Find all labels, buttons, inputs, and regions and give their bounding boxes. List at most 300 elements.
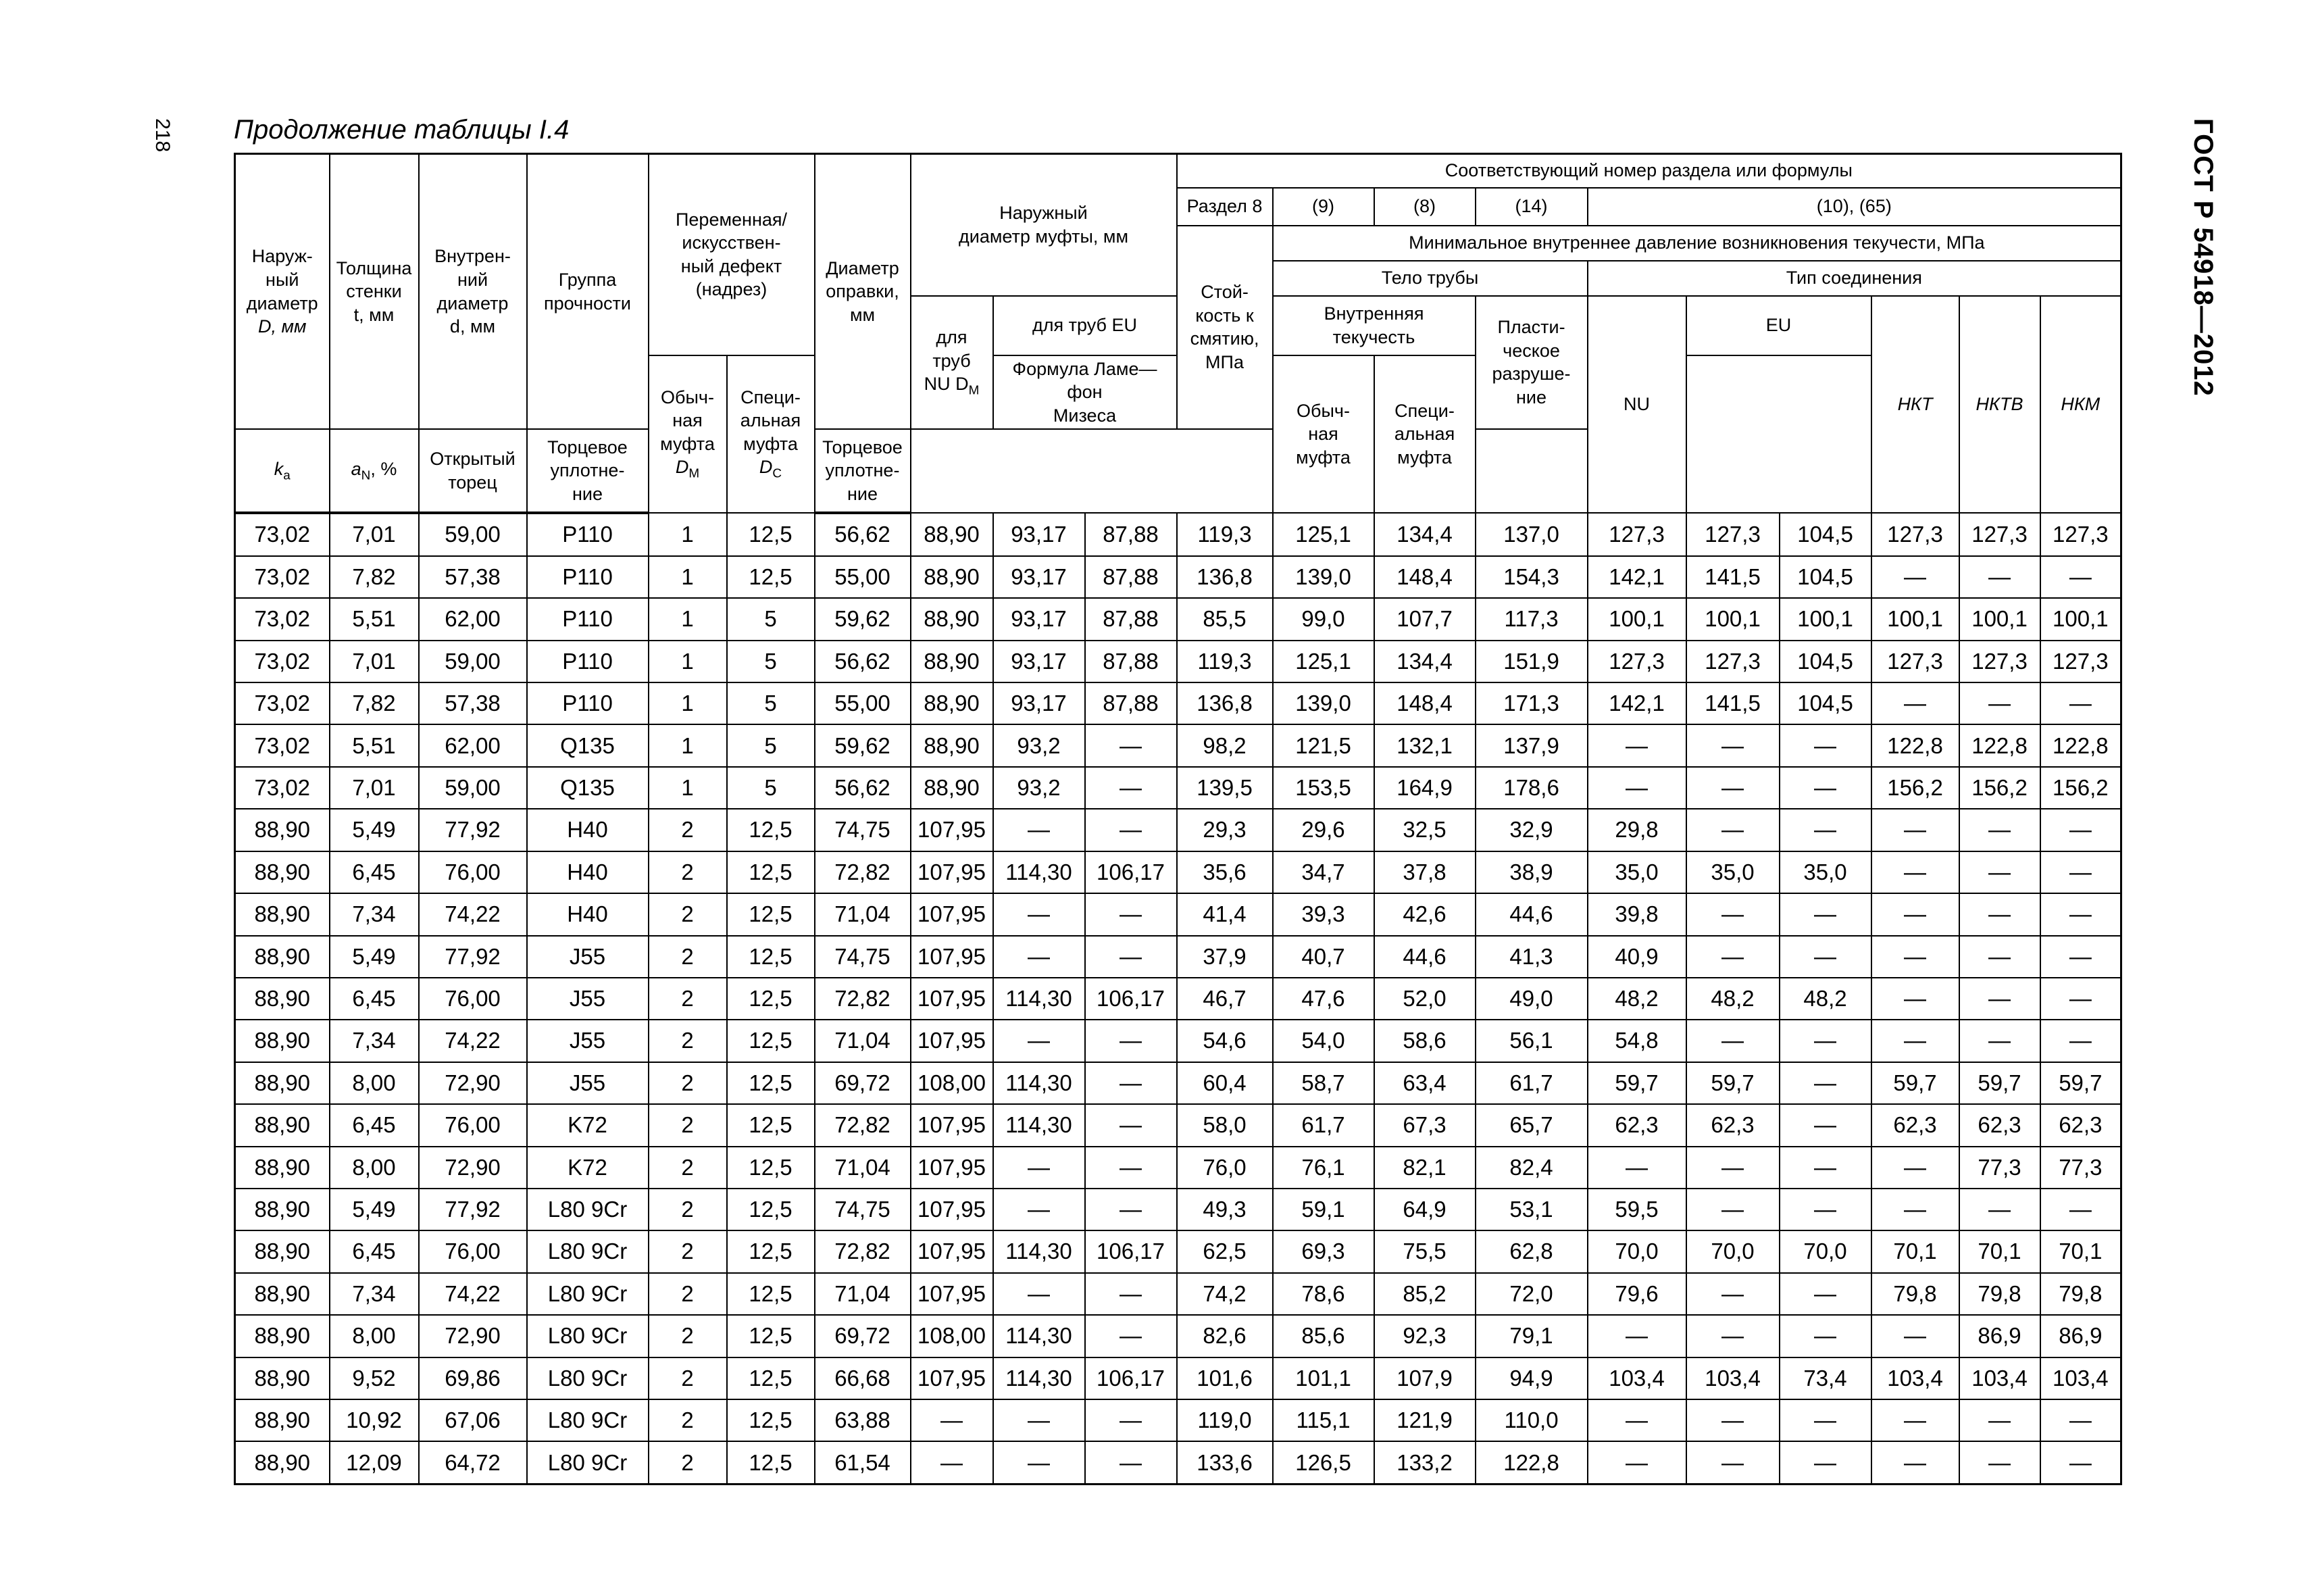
table-cell: 148,4 (1374, 682, 1476, 724)
table-cell: 35,6 (1177, 851, 1273, 893)
table-cell: — (2040, 809, 2121, 851)
table-cell: 2 (649, 1062, 727, 1104)
table-cell: 53,1 (1476, 1189, 1588, 1230)
table-cell: — (2040, 682, 2121, 724)
table-cell: 7,01 (330, 767, 419, 809)
header-inner-yield: Внутренняя текучесть (1273, 296, 1476, 355)
table-cell: 12,5 (727, 1399, 815, 1441)
table-cell: 151,9 (1476, 641, 1588, 682)
table-row (235, 978, 2121, 1020)
table-cell: 93,17 (993, 641, 1085, 682)
table-cell: — (1085, 1189, 1177, 1230)
table-cell: 37,9 (1177, 936, 1273, 978)
table-cell: 164,9 (1374, 767, 1476, 809)
table-cell: 61,7 (1476, 1062, 1588, 1104)
table-cell: 133,2 (1374, 1441, 1476, 1484)
table-cell: 12,5 (727, 1104, 815, 1146)
header-for-nu: для труб NU $D_M$ (911, 296, 993, 430)
table-cell: 29,8 (1588, 809, 1686, 851)
table-cell: 12,5 (727, 978, 815, 1020)
table-cell: 56,1 (1476, 1020, 1588, 1062)
table-cell: 59,7 (2040, 1062, 2121, 1104)
table-cell: — (993, 1441, 1085, 1484)
table-cell: 100,1 (1780, 598, 1871, 640)
table-cell: 88,90 (235, 1230, 330, 1272)
table-cell: 88,90 (235, 1062, 330, 1104)
table-cell: — (2040, 1441, 2121, 1484)
table-cell: 70,1 (2040, 1230, 2121, 1272)
table-cell: 153,5 (1273, 767, 1374, 809)
table-cell: 93,2 (993, 767, 1085, 809)
table-cell: 48,2 (1588, 978, 1686, 1020)
table-cell: 71,04 (815, 1147, 911, 1189)
table-cell: — (1085, 1315, 1177, 1357)
table-cell: — (1780, 1441, 1871, 1484)
table-cell: 62,3 (1686, 1104, 1780, 1146)
table-cell: 107,95 (911, 978, 993, 1020)
table-cell: — (1959, 936, 2040, 978)
table-cell: 93,17 (993, 513, 1085, 556)
table-cell: 12,5 (727, 1189, 815, 1230)
table-cell: 8,00 (330, 1062, 419, 1104)
table-cell: J55 (527, 1020, 649, 1062)
table-cell: 69,72 (815, 1315, 911, 1357)
table-cell: 61,7 (1273, 1104, 1374, 1146)
table-cell: 2 (649, 1441, 727, 1484)
table-cell: 104,5 (1780, 682, 1871, 724)
table-cell: 63,4 (1374, 1062, 1476, 1104)
table-cell: — (1085, 1104, 1177, 1146)
table-cell: — (1780, 1273, 1871, 1315)
table-cell: 108,00 (911, 1062, 993, 1104)
table-cell: 77,3 (2040, 1147, 2121, 1189)
header-for-eu: для труб EU (993, 296, 1177, 355)
table-cell: — (1871, 556, 1959, 598)
table-cell: 114,30 (993, 851, 1085, 893)
header-inner-diameter: Внутрен- ний диаметр d, мм (419, 154, 527, 430)
table-cell: 114,30 (993, 1230, 1085, 1272)
table-cell: 156,2 (1871, 767, 1959, 809)
table-cell: 6,45 (330, 851, 419, 893)
table-cell: 77,92 (419, 809, 527, 851)
table-cell: 154,3 (1476, 556, 1588, 598)
table-cell: 107,95 (911, 1357, 993, 1399)
table-cell: 88,90 (235, 851, 330, 893)
header-regular-coupling: Обыч- ная муфта $D_M$ (649, 355, 727, 514)
table-cell: 12,5 (727, 1020, 815, 1062)
header-lame-formula: Формула Ламе—фон Мизеса (993, 355, 1177, 430)
table-cell: 49,3 (1177, 1189, 1273, 1230)
table-cell: Q135 (527, 724, 649, 766)
table-cell: 72,82 (815, 978, 911, 1020)
table-cell: — (1588, 1147, 1686, 1189)
table-cell: J55 (527, 936, 649, 978)
table-cell: — (1686, 809, 1780, 851)
table-cell: — (1780, 724, 1871, 766)
table-cell: 7,01 (330, 513, 419, 556)
table-cell: 85,2 (1374, 1273, 1476, 1315)
table-cell: 107,95 (911, 1273, 993, 1315)
header-defect: Переменная/ искусствен- ный дефект (надрез) (649, 154, 815, 355)
table-cell: 127,3 (1871, 513, 1959, 556)
table-cell: — (2040, 1399, 2121, 1441)
table-cell: 106,17 (1085, 1230, 1177, 1272)
table-cell: 119,0 (1177, 1399, 1273, 1441)
table-cell: — (1871, 809, 1959, 851)
table-cell: 122,8 (1871, 724, 1959, 766)
table-cell: 60,4 (1177, 1062, 1273, 1104)
table-cell: 107,95 (911, 1104, 993, 1146)
table-cell: 107,7 (1374, 598, 1476, 640)
table-cell: 127,3 (1686, 513, 1780, 556)
table-cell: — (1588, 724, 1686, 766)
table-cell: 92,3 (1374, 1315, 1476, 1357)
table-cell: 79,8 (2040, 1273, 2121, 1315)
table-cell: 1 (649, 724, 727, 766)
table-cell: 61,54 (815, 1441, 911, 1484)
table-cell: — (1686, 1315, 1780, 1357)
table-cell: 100,1 (2040, 598, 2121, 640)
table-cell: 127,3 (1588, 513, 1686, 556)
table-cell: 104,5 (1780, 641, 1871, 682)
table-cell: 8,00 (330, 1315, 419, 1357)
table-cell: 127,3 (2040, 641, 2121, 682)
table-cell: 72,90 (419, 1062, 527, 1104)
table-cell: 101,6 (1177, 1357, 1273, 1399)
table-cell: 5,49 (330, 936, 419, 978)
table-cell: — (911, 1399, 993, 1441)
table-cell: 121,5 (1273, 724, 1374, 766)
table-cell: 127,3 (1588, 641, 1686, 682)
table-cell: 2 (649, 809, 727, 851)
table-cell: 76,1 (1273, 1147, 1374, 1189)
table-cell: 47,6 (1273, 978, 1374, 1020)
table-cell: — (1588, 1399, 1686, 1441)
table-cell: 44,6 (1374, 936, 1476, 978)
table-cell: 85,6 (1273, 1315, 1374, 1357)
table-cell: 125,1 (1273, 641, 1374, 682)
table-cell: — (1085, 1273, 1177, 1315)
table-cell: 127,3 (1871, 641, 1959, 682)
table-cell: 103,4 (1871, 1357, 1959, 1399)
table-cell: 6,45 (330, 1230, 419, 1272)
table-cell: 12,5 (727, 1357, 815, 1399)
table-cell: 29,6 (1273, 809, 1374, 851)
table-cell: 64,9 (1374, 1189, 1476, 1230)
table-cell: — (1959, 1399, 2040, 1441)
table-cell: 12,09 (330, 1441, 419, 1484)
table-cell: — (1085, 1441, 1177, 1484)
table-cell: 156,2 (1959, 767, 2040, 809)
table-cell: — (1686, 1441, 1780, 1484)
table-cell: 86,9 (1959, 1315, 2040, 1357)
table-cell: — (1780, 1315, 1871, 1357)
table-cell: 9,52 (330, 1357, 419, 1399)
table-cell: 106,17 (1085, 851, 1177, 893)
table-cell: 12,5 (727, 1441, 815, 1484)
header-special-coupling: Специ- альная муфта $D_C$ (727, 355, 815, 514)
page-number: 218 (151, 118, 174, 153)
table-cell: 7,34 (330, 1020, 419, 1062)
table-cell: 70,0 (1588, 1230, 1686, 1272)
table-cell: 39,3 (1273, 893, 1374, 935)
table-row (235, 598, 2121, 640)
header-eu-regular: Обыч- ная муфта (1273, 355, 1374, 514)
table-cell: 77,92 (419, 1189, 527, 1230)
table-cell: — (1871, 893, 1959, 935)
table-cell: 75,5 (1374, 1230, 1476, 1272)
table-cell: — (1780, 767, 1871, 809)
table-cell: 5 (727, 767, 815, 809)
table-caption: Продолжение таблицы I.4 (234, 115, 570, 145)
table-cell: 12,5 (727, 851, 815, 893)
table-cell: 121,9 (1374, 1399, 1476, 1441)
table-cell: 103,4 (2040, 1357, 2121, 1399)
table-cell: — (1085, 1147, 1177, 1189)
table-cell: 107,95 (911, 1230, 993, 1272)
table-cell: 88,90 (911, 513, 993, 556)
table-cell: 32,9 (1476, 809, 1588, 851)
table-cell: — (1780, 893, 1871, 935)
table-cell: 94,9 (1476, 1357, 1588, 1399)
table-cell: 35,0 (1780, 851, 1871, 893)
table-cell: 119,3 (1177, 641, 1273, 682)
table-cell: 88,90 (235, 1357, 330, 1399)
table-cell: 59,00 (419, 767, 527, 809)
table-cell: 63,88 (815, 1399, 911, 1441)
table-cell: 79,8 (1871, 1273, 1959, 1315)
table-cell: 58,7 (1273, 1062, 1374, 1104)
table-cell: 40,9 (1588, 936, 1686, 978)
table-cell: — (2040, 978, 2121, 1020)
table-cell: 72,0 (1476, 1273, 1588, 1315)
table-cell: 104,5 (1780, 556, 1871, 598)
table-cell: 44,6 (1476, 893, 1588, 935)
table-cell: P110 (527, 641, 649, 682)
table-cell: 39,8 (1588, 893, 1686, 935)
table-cell: 10,92 (330, 1399, 419, 1441)
table-cell: 114,30 (993, 1315, 1085, 1357)
table-cell: 62,3 (1588, 1104, 1686, 1146)
table-cell: 2 (649, 1315, 727, 1357)
header-outer-diameter: Наруж- ный диаметр D, мм (235, 154, 330, 430)
table-cell: 5 (727, 641, 815, 682)
table-cell: 107,9 (1374, 1357, 1476, 1399)
table-cell: 107,95 (911, 1189, 993, 1230)
table-row (235, 1062, 2121, 1104)
table-cell: — (1871, 1441, 1959, 1484)
table-header (235, 154, 2121, 514)
table-cell: 67,3 (1374, 1104, 1476, 1146)
table-cell: 73,02 (235, 724, 330, 766)
table-cell: 58,0 (1177, 1104, 1273, 1146)
table-cell: 59,7 (1588, 1062, 1686, 1104)
table-cell: 88,90 (911, 598, 993, 640)
table-cell: 100,1 (1588, 598, 1686, 640)
table-cell: 48,2 (1780, 978, 1871, 1020)
table-cell: 93,2 (993, 724, 1085, 766)
table-cell: 88,90 (235, 1147, 330, 1189)
table-cell: 110,0 (1476, 1399, 1588, 1441)
table-cell: 7,82 (330, 682, 419, 724)
table-row (235, 1399, 2121, 1441)
table-cell: 88,90 (911, 724, 993, 766)
table-cell: 136,8 (1177, 682, 1273, 724)
table-cell: — (1686, 1189, 1780, 1230)
table-cell: 7,82 (330, 556, 419, 598)
table-cell: 127,3 (1959, 641, 2040, 682)
table-cell: 40,7 (1273, 936, 1374, 978)
table-cell: 1 (649, 513, 727, 556)
table-cell: 88,90 (235, 1399, 330, 1441)
table-cell: 106,17 (1085, 1357, 1177, 1399)
table-cell: 103,4 (1588, 1357, 1686, 1399)
table-cell: 38,9 (1476, 851, 1588, 893)
table-row (235, 641, 2121, 682)
table-cell: — (1686, 1020, 1780, 1062)
table-cell: — (1959, 978, 2040, 1020)
table-cell: 139,5 (1177, 767, 1273, 809)
table-cell: — (1686, 1273, 1780, 1315)
table-cell: 5,51 (330, 724, 419, 766)
table-cell: — (911, 1441, 993, 1484)
table-cell: — (1686, 1147, 1780, 1189)
table-cell: 70,0 (1686, 1230, 1780, 1272)
table-cell: 171,3 (1476, 682, 1588, 724)
table-cell: 82,1 (1374, 1147, 1476, 1189)
table-row (235, 1147, 2121, 1189)
table-cell: 74,75 (815, 809, 911, 851)
table-cell: 142,1 (1588, 682, 1686, 724)
table-cell: 76,00 (419, 1230, 527, 1272)
header-ref-9: (9) (1273, 188, 1374, 226)
table-cell: — (993, 809, 1085, 851)
table-cell: 98,2 (1177, 724, 1273, 766)
table-cell: 103,4 (1686, 1357, 1780, 1399)
table-cell: 178,6 (1476, 767, 1588, 809)
table-cell: — (1959, 893, 2040, 935)
table-cell: L80 9Cr (527, 1315, 649, 1357)
table-cell: 49,0 (1476, 978, 1588, 1020)
table-cell: — (1959, 682, 2040, 724)
table-cell: 6,45 (330, 978, 419, 1020)
table-cell: 142,1 (1588, 556, 1686, 598)
table-cell: 12,5 (727, 1273, 815, 1315)
table-cell: 101,1 (1273, 1357, 1374, 1399)
header-nkm: НКМ (2040, 296, 2121, 514)
table-row (235, 936, 2121, 978)
data-table (234, 153, 2122, 1485)
table-cell: — (1686, 893, 1780, 935)
table-cell: 1 (649, 767, 727, 809)
table-cell: 82,4 (1476, 1147, 1588, 1189)
table-cell: 126,5 (1273, 1441, 1374, 1484)
table-cell: 106,17 (1085, 978, 1177, 1020)
table-row (235, 513, 2121, 556)
header-min-pressure: Минимальное внутреннее давление возникновения текучести, МПа (1273, 226, 2121, 261)
table-cell: 5,49 (330, 809, 419, 851)
table-cell: P110 (527, 513, 649, 556)
table-cell: 67,06 (419, 1399, 527, 1441)
table-cell: 117,3 (1476, 598, 1588, 640)
table-cell: 82,6 (1177, 1315, 1273, 1357)
table-cell: 108,00 (911, 1315, 993, 1357)
table-cell: — (1780, 1147, 1871, 1189)
table-cell: L80 9Cr (527, 1399, 649, 1441)
table-cell: — (1085, 767, 1177, 809)
table-cell: — (2040, 1189, 2121, 1230)
table-cell: 73,02 (235, 682, 330, 724)
table-cell: 122,8 (2040, 724, 2121, 766)
table-cell: 7,01 (330, 641, 419, 682)
table-cell: — (993, 1273, 1085, 1315)
table-cell: 76,00 (419, 978, 527, 1020)
table-row (235, 809, 2121, 851)
table-cell: 59,00 (419, 513, 527, 556)
table-cell: 42,6 (1374, 893, 1476, 935)
table-cell: 136,8 (1177, 556, 1273, 598)
table-cell: 69,3 (1273, 1230, 1374, 1272)
table-cell: 57,38 (419, 682, 527, 724)
table-cell: — (1085, 1062, 1177, 1104)
table-cell: — (1686, 724, 1780, 766)
table-cell: 73,02 (235, 641, 330, 682)
table-cell: J55 (527, 978, 649, 1020)
table-cell: 41,3 (1476, 936, 1588, 978)
table-cell: — (2040, 556, 2121, 598)
table-cell: Q135 (527, 767, 649, 809)
header-ref-8: (8) (1374, 188, 1476, 226)
table-cell: 41,4 (1177, 893, 1273, 935)
table-cell: 79,8 (1959, 1273, 2040, 1315)
table-cell: — (1085, 936, 1177, 978)
table-cell: 12,5 (727, 1315, 815, 1357)
table-cell: 148,4 (1374, 556, 1476, 598)
table-cell: — (1871, 682, 1959, 724)
table-cell: 134,4 (1374, 513, 1476, 556)
table-cell: 2 (649, 978, 727, 1020)
header-wall-thickness: Толщина стенки t, мм (330, 154, 419, 430)
table-cell: 72,90 (419, 1147, 527, 1189)
header-section8: Раздел 8 (1177, 188, 1273, 226)
header-ka: $k_a$ (235, 429, 330, 513)
table-cell: 107,95 (911, 893, 993, 935)
table-cell: 2 (649, 1399, 727, 1441)
table-cell: — (1871, 936, 1959, 978)
table-cell: 73,02 (235, 556, 330, 598)
table-cell: — (1871, 1020, 1959, 1062)
table-cell: 2 (649, 1273, 727, 1315)
table-cell: 132,1 (1374, 724, 1476, 766)
table-cell: 70,0 (1780, 1230, 1871, 1272)
table-cell: 85,5 (1177, 598, 1273, 640)
header-connection-type: Тип соединения (1588, 261, 2121, 296)
table-cell: 87,88 (1085, 513, 1177, 556)
header-plastic-failure: Пласти- ческое разруше- ние (1476, 296, 1588, 430)
table-cell: 73,02 (235, 767, 330, 809)
table-cell: 141,5 (1686, 682, 1780, 724)
table-cell: 76,00 (419, 1104, 527, 1146)
table-cell: 71,04 (815, 1020, 911, 1062)
header-open-end: Открытый торец (419, 429, 527, 513)
table-cell: 5,49 (330, 1189, 419, 1230)
table-cell: 66,68 (815, 1357, 911, 1399)
table-cell: — (1686, 1399, 1780, 1441)
table-cell: L80 9Cr (527, 1230, 649, 1272)
header-eu: EU (1686, 296, 1871, 355)
table-cell: 62,3 (2040, 1104, 2121, 1146)
table-cell: — (993, 1399, 1085, 1441)
